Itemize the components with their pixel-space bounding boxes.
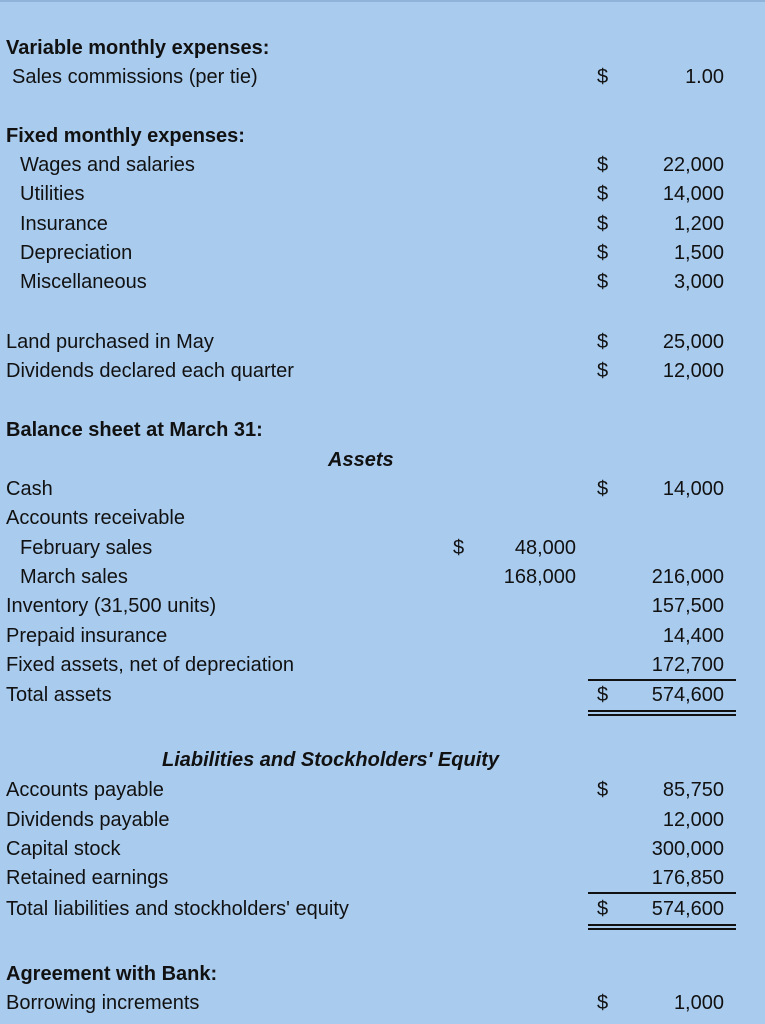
retained-earnings-value: 176,850 xyxy=(651,867,724,889)
currency-sign: $ xyxy=(453,537,465,559)
bank-heading: Agreement with Bank: xyxy=(6,963,218,985)
mar-sales-label: March sales xyxy=(20,566,128,588)
dividends-label: Dividends declared each quarter xyxy=(6,360,294,382)
land-label: Land purchased in May xyxy=(6,331,214,353)
balance-heading: Balance sheet at March 31: xyxy=(6,419,263,441)
fixed-assets-value: 172,700 xyxy=(651,654,724,676)
double-underline xyxy=(588,928,736,930)
total-le-value: 574,600 xyxy=(651,898,724,920)
variable-heading: Variable monthly expenses: xyxy=(6,37,270,59)
double-underline xyxy=(588,710,736,712)
ar-total-value: 216,000 xyxy=(651,566,724,588)
fixed-item-value: 1,200 xyxy=(673,213,724,235)
currency-sign: $ xyxy=(597,478,609,500)
prepaid-label: Prepaid insurance xyxy=(6,625,168,647)
commission-value: 1.00 xyxy=(685,66,724,88)
total-le-label: Total liabilities and stockholders' equity xyxy=(6,898,349,920)
currency-sign: $ xyxy=(597,360,609,382)
fixed-assets-label: Fixed assets, net of depreciation xyxy=(6,654,294,676)
fixed-heading: Fixed monthly expenses: xyxy=(6,125,245,147)
currency-sign: $ xyxy=(597,242,609,264)
dividends-payable-value: 12,000 xyxy=(662,809,724,831)
commission-label: Sales commissions (per tie) xyxy=(12,66,258,88)
assets-heading: Assets xyxy=(328,449,394,471)
currency-sign: $ xyxy=(597,66,609,88)
capital-stock-label: Capital stock xyxy=(6,838,121,860)
liabilities-heading: Liabilities and Stockholders' Equity xyxy=(162,749,500,771)
feb-sales-value: 48,000 xyxy=(514,537,576,559)
currency-sign: $ xyxy=(597,154,609,176)
fixed-item-label: Wages and salaries xyxy=(20,154,195,176)
fixed-item-value: 22,000 xyxy=(662,154,724,176)
fixed-item-value: 14,000 xyxy=(662,183,724,205)
underline xyxy=(588,892,736,894)
retained-earnings-label: Retained earnings xyxy=(6,867,169,889)
borrowing-increments-label: Borrowing increments xyxy=(6,992,200,1014)
currency-sign: $ xyxy=(597,898,609,920)
currency-sign: $ xyxy=(597,684,609,706)
capital-stock-value: 300,000 xyxy=(651,838,724,860)
prepaid-value: 14,400 xyxy=(662,625,724,647)
dividends-payable-label: Dividends payable xyxy=(6,809,170,831)
currency-sign: $ xyxy=(597,779,609,801)
land-value: 25,000 xyxy=(662,331,724,353)
total-assets-value: 574,600 xyxy=(651,684,724,706)
fixed-item-label: Depreciation xyxy=(20,242,133,264)
fixed-item-value: 1,500 xyxy=(673,242,724,264)
fixed-item-label: Insurance xyxy=(20,213,108,235)
accounts-payable-label: Accounts payable xyxy=(6,779,164,801)
ar-label: Accounts receivable xyxy=(6,507,185,529)
currency-sign: $ xyxy=(597,992,609,1014)
underline xyxy=(588,679,736,681)
currency-sign: $ xyxy=(597,213,609,235)
dividends-value: 12,000 xyxy=(662,360,724,382)
double-underline xyxy=(588,924,736,926)
feb-sales-label: February sales xyxy=(20,537,153,559)
currency-sign: $ xyxy=(597,331,609,353)
inventory-value: 157,500 xyxy=(651,595,724,617)
fixed-item-label: Miscellaneous xyxy=(20,271,147,293)
mar-sales-value: 168,000 xyxy=(503,566,576,588)
accounts-payable-value: 85,750 xyxy=(662,779,724,801)
total-assets-label: Total assets xyxy=(6,684,112,706)
borrowing-increments-value: 1,000 xyxy=(673,992,724,1014)
fixed-item-label: Utilities xyxy=(20,183,85,205)
cash-label: Cash xyxy=(6,478,53,500)
inventory-label: Inventory (31,500 units) xyxy=(6,595,217,617)
cash-value: 14,000 xyxy=(662,478,724,500)
double-underline xyxy=(588,714,736,716)
currency-sign: $ xyxy=(597,183,609,205)
fixed-item-value: 3,000 xyxy=(673,271,724,293)
currency-sign: $ xyxy=(597,271,609,293)
